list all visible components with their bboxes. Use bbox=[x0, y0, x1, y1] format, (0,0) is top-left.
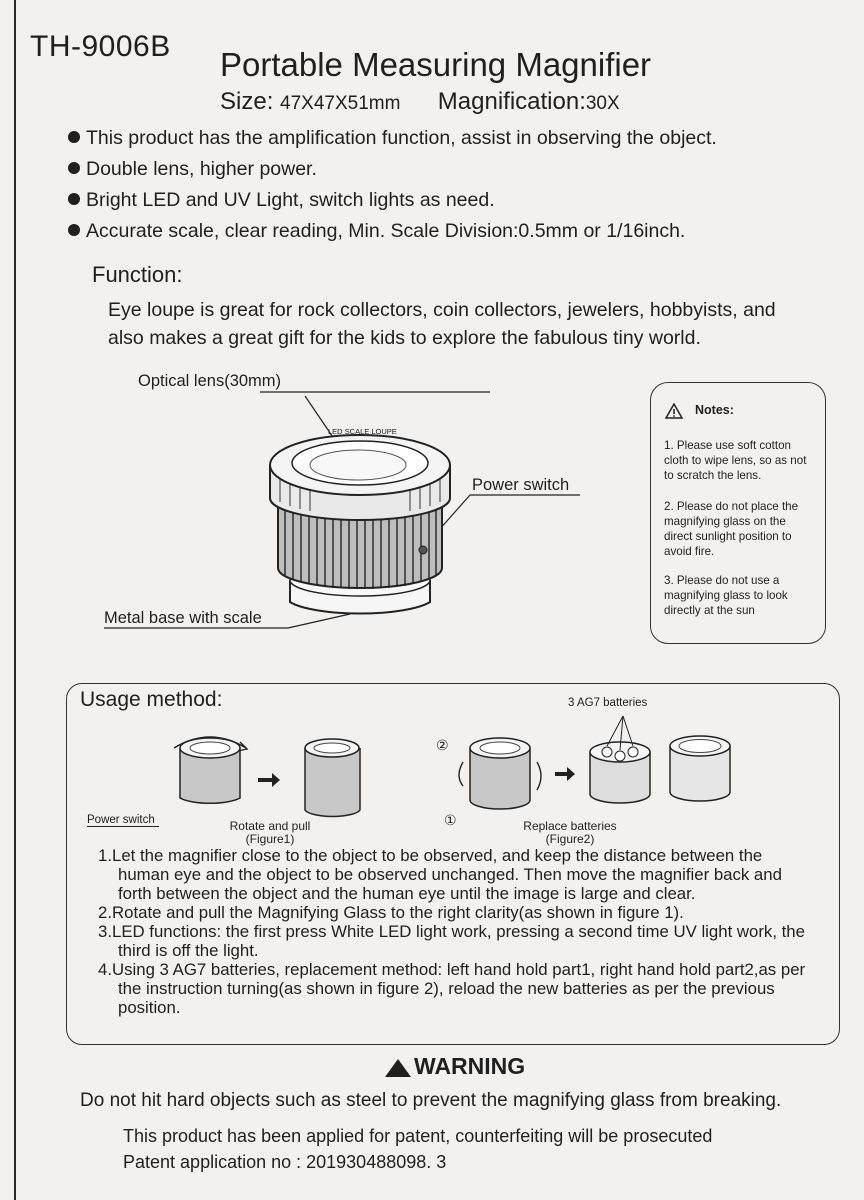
usage-power-switch-label: Power switch bbox=[87, 814, 159, 827]
notes-title: Notes: bbox=[695, 403, 734, 417]
figure1-drawing bbox=[170, 728, 370, 818]
figure2-drawing bbox=[455, 712, 745, 822]
usage-steps bbox=[98, 846, 818, 1017]
product-title: Portable Measuring Magnifier bbox=[220, 46, 652, 83]
figure2-caption: Replace batteries (Figure2) bbox=[523, 819, 617, 846]
bullet-icon bbox=[68, 193, 80, 205]
patent-number: Patent application no : 201930488098. 3 bbox=[123, 1152, 447, 1172]
feature-item: Double lens, higher power. bbox=[68, 155, 828, 186]
feature-list bbox=[68, 124, 828, 248]
warning-text: Do not hit hard objects such as steel to prevent the magnifying glass from breaking. bbox=[80, 1090, 782, 1111]
figure1-caption: Rotate and pull (Figure1) bbox=[229, 819, 311, 846]
usage-step: 2.Rotate and pull the Magnifying Glass to the right clarity(as shown in figure 1). bbox=[98, 903, 684, 922]
spec-line bbox=[220, 88, 620, 116]
power-switch-label: Power switch bbox=[472, 476, 570, 494]
bullet-icon bbox=[68, 224, 80, 236]
warning-icon bbox=[384, 1058, 412, 1078]
metal-base-label: Metal base with scale bbox=[104, 609, 262, 627]
bullet-icon bbox=[68, 131, 80, 143]
warning-triangle-icon bbox=[665, 403, 683, 419]
part2-marker: ② bbox=[436, 737, 449, 753]
note-item: 3. Please do not use a magnifying glass to look directly at the sun bbox=[664, 574, 788, 617]
batteries-label: 3 AG7 batteries bbox=[568, 697, 648, 709]
part1-marker: ① bbox=[444, 812, 457, 828]
notes-box bbox=[650, 382, 826, 644]
page-border bbox=[14, 0, 16, 1200]
size-label: Size: bbox=[220, 88, 274, 115]
optical-lens-label: Optical lens(30mm) bbox=[138, 372, 282, 390]
function-heading: Function: bbox=[92, 262, 183, 287]
note-item: 2. Please do not place the magnifying glass on the direct sunlight position to avoid fire. bbox=[664, 500, 799, 558]
bullet-icon bbox=[68, 162, 80, 174]
warning-title: WARNING bbox=[414, 1053, 526, 1079]
magnification-value: 30X bbox=[585, 93, 620, 114]
usage-step: 4.Using 3 AG7 batteries, replacement method: left hand hold part1, right hand hold part2,as per the instruction turning(as shown in figure 2), reload the new batteries as per the previous position. bbox=[98, 960, 806, 1017]
size-value: 47X47X51mm bbox=[280, 93, 401, 114]
usage-step: 1.Let the magnifier close to the object to be observed, and keep the distance between the human eye and the object to be observed unchanged. Then move the magnifier back and forth between the object and the human eye until the image is large and clear. bbox=[98, 846, 782, 903]
patent-notice: This product has been applied for patent, counterfeiting will be prosecuted bbox=[123, 1126, 713, 1146]
usage-heading: Usage method: bbox=[80, 688, 223, 711]
usage-step: 3.LED functions: the first press White LED light work, pressing a second time UV light work, the third is off the light. bbox=[98, 922, 805, 960]
lens-ring-text: LED SCALE LOUPE bbox=[328, 427, 397, 436]
feature-item: Accurate scale, clear reading, Min. Scale Division:0.5mm or 1/16inch. bbox=[68, 217, 828, 248]
note-item: 1. Please use soft cotton cloth to wipe lens, so as not to scratch the lens. bbox=[664, 439, 807, 482]
magnifier-diagram bbox=[100, 370, 660, 640]
magnification-label: Magnification: bbox=[437, 88, 586, 115]
feature-item: This product has the amplification function, assist in observing the object. bbox=[68, 124, 828, 155]
function-text: Eye loupe is great for rock collectors, coin collectors, jewelers, hobbyists, and also makes a great gift for the kids to explore the fabulous tiny world. bbox=[108, 299, 776, 349]
model-number: TH-9006B bbox=[30, 30, 171, 63]
feature-item: Bright LED and UV Light, switch lights as need. bbox=[68, 186, 828, 217]
